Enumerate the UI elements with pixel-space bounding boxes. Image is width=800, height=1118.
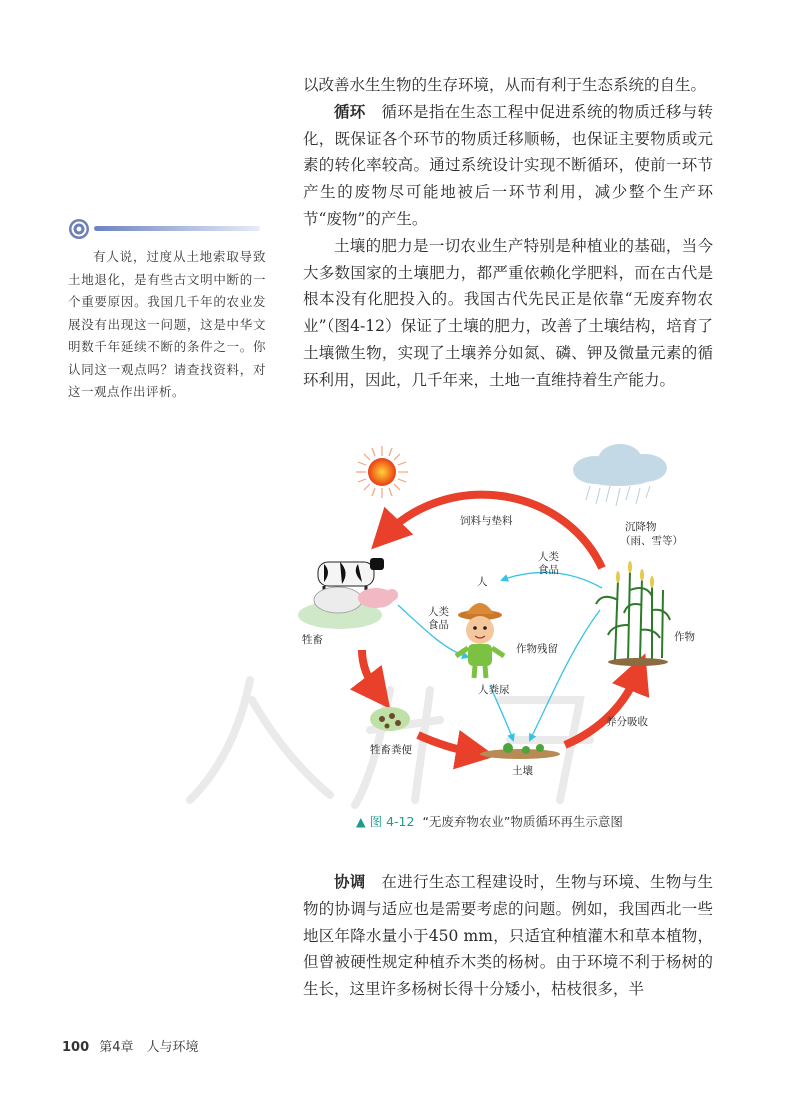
label-human-food-1a: 人类 — [538, 551, 559, 563]
heading-cycle: 循环 — [334, 102, 366, 121]
label-human-food-2a: 人类 — [428, 606, 449, 618]
page-footer — [62, 1036, 199, 1055]
caption-triangle-icon: ▲ — [356, 814, 366, 829]
caption-text: “无废弃物农业”物质循环再生示意图 — [422, 814, 623, 829]
heading-coordination: 协调 — [334, 873, 366, 891]
waste-free-agriculture-diagram — [280, 440, 700, 820]
paragraph-cycle-text: 循环是指在生态工程中促进系统的物质迁移与转化，既保证各个环节的物质迁移顺畅，也保证主要物质或元素的转化率较高。通过系统设计实现不断循环，使前一环节产生的废物尽可能地被后一环节利用，减少整个生产环节“废物”的产生。 — [303, 102, 713, 228]
sun-icon — [356, 446, 408, 498]
caption-figure-number: 图 4-12 — [369, 814, 415, 829]
arrow-livestock-to-manure — [362, 650, 378, 693]
person-illustration — [456, 603, 504, 678]
soil-illustration — [480, 743, 560, 759]
paragraph-cycle — [303, 99, 713, 233]
discussion-bar — [94, 226, 260, 231]
arrow-feed-bedding — [385, 495, 602, 568]
label-livestock-manure: 牲畜粪便 — [370, 744, 412, 756]
discussion-sidebar — [68, 218, 266, 404]
chapter-title: 第4章 人与环境 — [99, 1040, 199, 1055]
paragraph-coordination-text: 在进行生态工程建设时，生物与环境、生物与生物的协调与适应也是需要考虑的问题。例如，我国西北一些地区年降水量小于450 mm，只适宜种植灌木和草本植物，但曾被硬性规定种植乔木类的杨树。由于环境不利于杨树的生长，这里许多杨树长得十分矮小，枯枝很多，半 — [303, 873, 713, 999]
figure-4-12 — [280, 440, 700, 820]
main-text-bottom — [303, 869, 713, 1003]
label-precipitation-detail: （雨、雪等） — [620, 535, 683, 547]
label-feed-bedding: 饲料与垫料 — [460, 515, 513, 527]
label-crop-residue: 作物残留 — [516, 643, 558, 655]
label-human: 人 — [477, 576, 488, 588]
label-nutrient-uptake: 养分吸收 — [606, 716, 648, 728]
rain-cloud-icon — [573, 444, 667, 506]
page-number: 100 — [62, 1040, 90, 1055]
label-human-food-2b: 食品 — [428, 619, 449, 631]
paragraph-coordination — [303, 869, 713, 1003]
figure-caption — [356, 812, 716, 830]
manure-illustration — [370, 707, 410, 731]
main-text — [303, 72, 713, 394]
arrow-crop-residue-to-soil — [530, 610, 600, 740]
arrow-manure-to-soil — [418, 735, 476, 753]
discussion-header — [68, 218, 266, 240]
label-livestock: 牲畜 — [302, 634, 323, 646]
discussion-icon — [68, 218, 90, 240]
label-precipitation: 沉降物 — [625, 521, 657, 533]
label-soil: 土壤 — [512, 765, 533, 777]
label-human-waste: 人粪尿 — [478, 684, 510, 696]
paragraph-1: 以改善水生生物的生存环境，从而有利于生态系统的自生。 — [303, 76, 707, 94]
discussion-note: 有人说，过度从土地索取导致土地退化，是有些古文明中断的一个重要原因。我国几千年的农业发展没有出现这一问题，这是中华文明数千年延续不断的条件之一。你认同这一观点吗？请查找资料，对这一观点作出评析。 — [68, 249, 266, 399]
crops-illustration — [596, 561, 670, 666]
paragraph-soil: 土壤的肥力是一切农业生产特别是种植业的基础，当今大多数国家的土壤肥力，都严重依赖化学肥料，而在古代是根本没有化肥投入的。我国古代先民正是依靠“无废弃物农业”（图4-12）保证了土壤的肥力，改善了土壤结构，培育了土壤微生物，实现了土壤养分如氮、磷、钾及微量元素的循环利用，因此，几千年来，土地一直维持着生产能力。 — [303, 236, 713, 389]
label-human-food-1b: 食品 — [538, 564, 559, 576]
arrow-soil-to-crops — [565, 672, 638, 745]
livestock-illustration — [298, 558, 398, 629]
label-crops: 作物 — [674, 631, 695, 643]
